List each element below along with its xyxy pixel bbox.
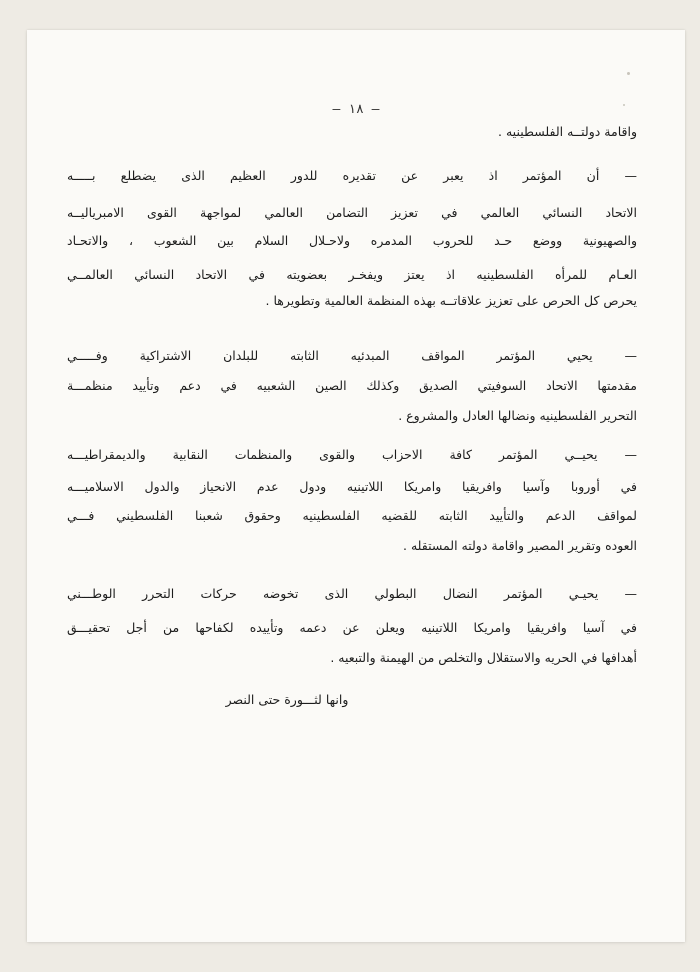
paper-speck [623, 104, 625, 106]
paper-speck [627, 72, 630, 75]
body-line: والصهيونية ووضع حـد للحروب المدمره ولاحـلال السلام بين الشعوب ، والاتحـاد [67, 233, 637, 248]
body-line: واقامة دولتــه الفلسطينيه . [498, 124, 637, 139]
page-number: — ١٨ — [332, 102, 380, 117]
body-line: — يحيي المؤتمر المواقف المبدئيه الثابته للبلدان الاشتراكية وفـــــي [67, 348, 637, 363]
body-line: الاتحاد النسائي العالمي في تعزيز التضامن العالمي لمواجهة القوى الامبرياليــه [67, 205, 637, 220]
closing-slogan: وانها لثـــورة حتى النصر [225, 692, 349, 707]
body-line: — أن المؤتمر اذ يعبر عن تقديره للدور العظيم الذى يضطلع بـــــه [67, 168, 637, 183]
body-line: مقدمتها الاتحاد السوفيتي الصديق وكذلك الصين الشعبيه في دعم وتأييد منظمـــة [67, 378, 637, 393]
document-page [27, 30, 685, 942]
body-line: العوده وتقرير المصير واقامة دولته المستقله . [403, 538, 637, 553]
body-line: — يحيـي المؤتمر النضال البطولي الذى تخوضه حركات التحرر الوطـــني [67, 586, 637, 601]
body-line: في أوروبا وآسيا وافريقيا وامريكا اللاتينيه ودول عدم الانحياز والدول الاسلاميـــه [67, 479, 637, 494]
body-line: لمواقف الدعم والتأييد الثابته للقضيه الفلسطينيه وحقوق شعبنا الفلسطيني فـــي [67, 508, 637, 523]
body-line: في آسيا وافريقيا وامريكا اللاتينيه ويعلن عن دعمه وتأييده لكفاحها من أجل تحقيـــق [67, 620, 637, 635]
body-line: أهدافها في الحريه والاستقلال والتخلص من الهيمنة والتبعيه . [330, 650, 637, 665]
body-line: يحرص كل الحرص على تعزيز علاقاتــه بهذه المنظمة العالمية وتطويرها . [265, 293, 637, 308]
body-line: العـام للمرأه الفلسطينيه اذ يعتز ويفخـر بعضويته في الاتحاد النسائي العالمــي [67, 267, 637, 282]
body-line: التحرير الفلسطينيه ونضالها العادل والمشروع . [398, 408, 637, 423]
body-line: — يحيــي المؤتمر كافة الاحزاب والقوى والمنظمات النقابية والديمقراطيـــه [67, 447, 637, 462]
